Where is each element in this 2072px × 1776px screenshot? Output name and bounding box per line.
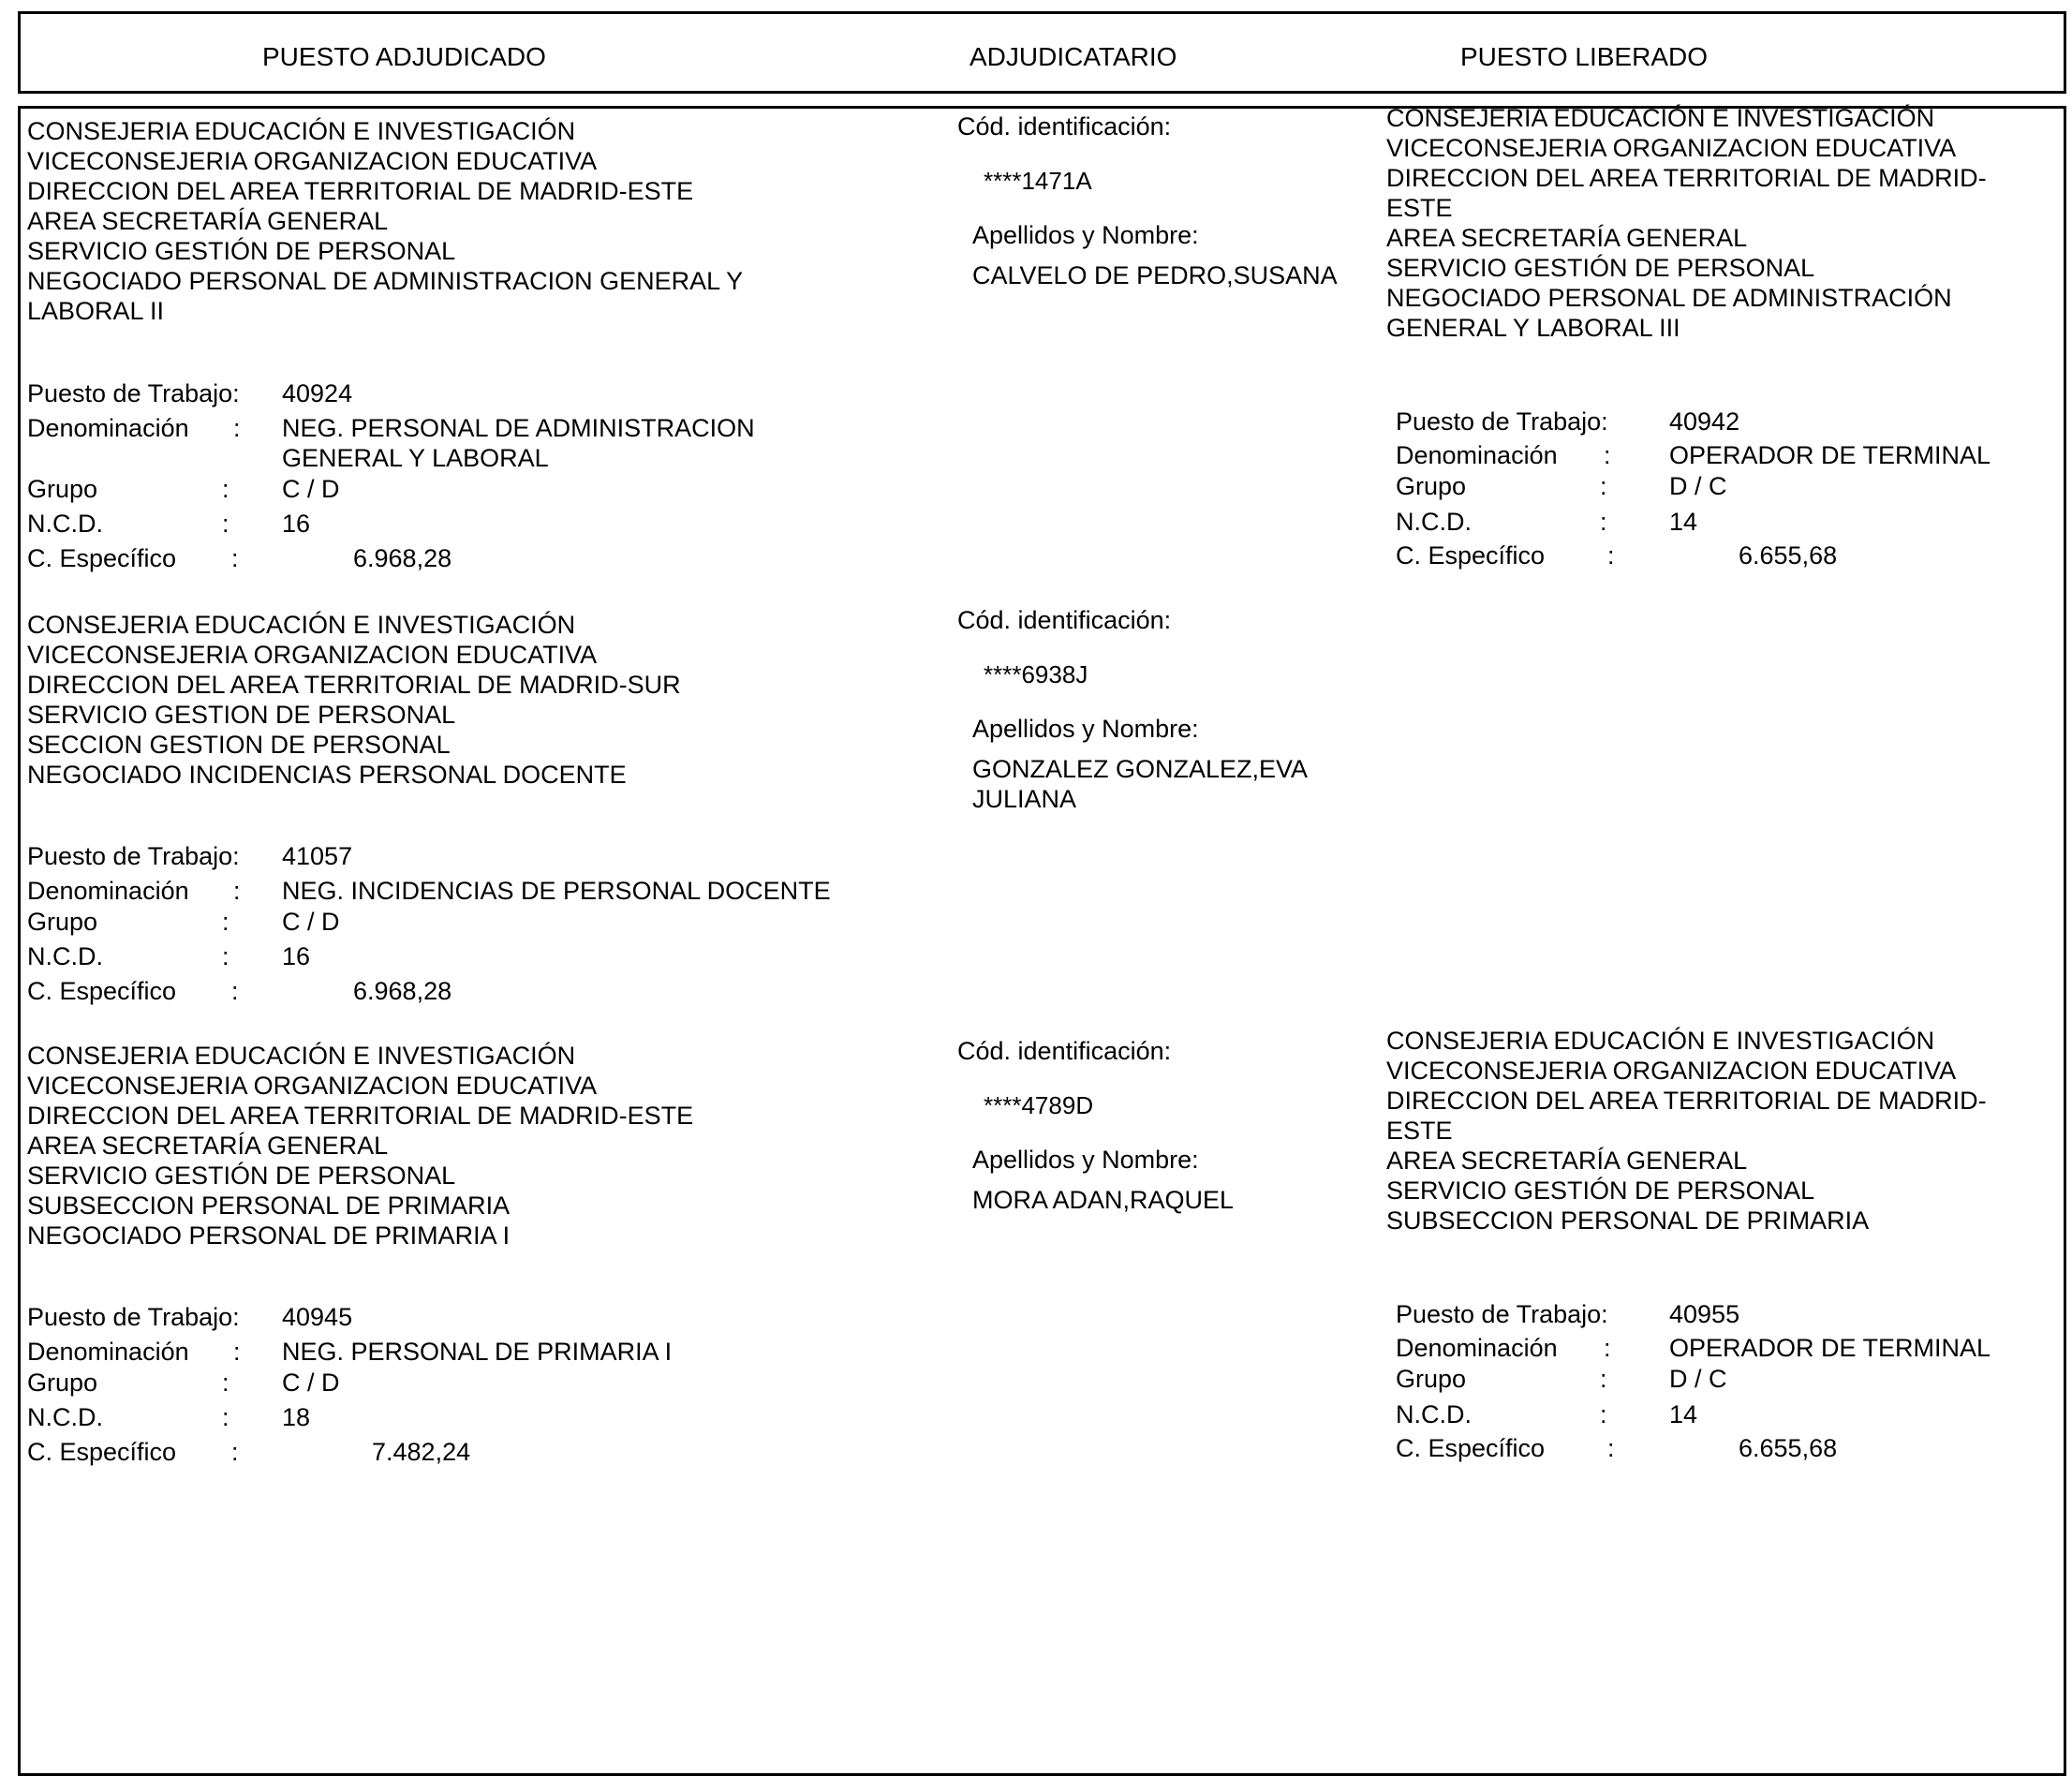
org-line: NEGOCIADO INCIDENCIAS PERSONAL DOCENTE [27, 761, 627, 789]
header-puesto-adjudicado: PUESTO ADJUDICADO [262, 42, 546, 71]
puesto-value: 40942 [1669, 407, 1740, 436]
especifico-label: C. Específico [1396, 541, 1546, 570]
org-line: NEGOCIADO PERSONAL DE ADMINISTRACION GENERAL Y [27, 267, 744, 295]
puesto-value: 41057 [282, 842, 353, 870]
org-line: VICECONSEJERIA ORGANIZACION EDUCATIVA [1386, 134, 1957, 162]
grupo-label: Grupo [27, 908, 98, 936]
org-line: ESTE [1386, 194, 1453, 222]
especifico-label: C. Específico [27, 977, 177, 1005]
ncd-value: 16 [282, 942, 311, 970]
nombre-value: GONZALEZ GONZALEZ,EVA [972, 755, 1309, 783]
org-line: ESTE [1386, 1117, 1453, 1145]
cod-value: ****4789D [984, 1091, 1094, 1119]
org-line: AREA SECRETARÍA GENERAL [1386, 224, 1748, 252]
nombre-value: CALVELO DE PEDRO,SUSANA [972, 261, 1338, 289]
grupo-value: C / D [282, 908, 340, 936]
entry-3-liberado-org [1386, 1026, 1987, 1236]
org-line: DIRECCION DEL AREA TERRITORIAL DE MADRID-SUR [27, 671, 681, 699]
ncd-label: N.C.D. [1396, 508, 1472, 536]
especifico-label: C. Específico [1396, 1434, 1546, 1462]
org-line: SERVICIO GESTIÓN DE PERSONAL [1386, 254, 1815, 282]
grupo-label: Grupo [1396, 472, 1467, 500]
header-adjudicatario: ADJUDICATARIO [969, 42, 1177, 71]
puesto-value: 40924 [282, 379, 353, 407]
especifico-value: 7.482,24 [372, 1438, 471, 1466]
entry-2-adjudicado-org [27, 610, 681, 790]
table-header [18, 11, 2066, 94]
ncd-value: 14 [1669, 1400, 1698, 1428]
especifico-value: 6.655,68 [1739, 1434, 1838, 1462]
org-line: SERVICIO GESTIÓN DE PERSONAL [27, 1162, 456, 1190]
ncd-label: N.C.D. [27, 510, 103, 538]
puesto-label: Puesto de Trabajo: [27, 1303, 240, 1331]
cod-label: Cód. identificación: [957, 1037, 1172, 1065]
denominacion-value: NEG. PERSONAL DE ADMINISTRACION GENERAL Y LABORAL [282, 414, 755, 472]
org-line: CONSEJERIA EDUCACIÓN E INVESTIGACIÓN [27, 1042, 576, 1070]
ncd-label: N.C.D. [27, 942, 103, 970]
denominacion-label: Denominación [27, 414, 189, 442]
denominacion-label: Denominación [1396, 1334, 1558, 1362]
entry-1-adjudicatario [957, 111, 1338, 290]
org-line: VICECONSEJERIA ORGANIZACION EDUCATIVA [1386, 1057, 1957, 1085]
org-line: DIRECCION DEL AREA TERRITORIAL DE MADRID- [1386, 1087, 1987, 1115]
grupo-label: Grupo [1396, 1365, 1467, 1393]
org-line: CONSEJERIA EDUCACIÓN E INVESTIGACIÓN [1386, 1027, 1935, 1055]
org-line: GENERAL Y LABORAL III [1386, 314, 1680, 342]
org-line: VICECONSEJERIA ORGANIZACION EDUCATIVA [27, 641, 598, 669]
denominacion-value: OPERADOR DE TERMINAL [1669, 1334, 1991, 1362]
org-line: DIRECCION DEL AREA TERRITORIAL DE MADRID- [1386, 164, 1987, 192]
grupo-value: C / D [282, 475, 340, 503]
org-line: NEGOCIADO PERSONAL DE ADMINISTRACIÓN [1386, 284, 1952, 312]
entry-3-adjudicado-org [27, 1041, 693, 1251]
org-line: LABORAL II [27, 297, 165, 325]
especifico-value: 6.968,28 [353, 977, 452, 1005]
org-line: DIRECCION DEL AREA TERRITORIAL DE MADRID-ESTE [27, 1102, 694, 1130]
grupo-value: D / C [1669, 1365, 1727, 1393]
ncd-value: 14 [1669, 508, 1698, 536]
denominacion-label: Denominación [27, 1338, 189, 1366]
org-line: SERVICIO GESTION DE PERSONAL [27, 701, 456, 729]
puesto-value: 40955 [1669, 1300, 1740, 1328]
entry-2-adjudicatario [957, 605, 1308, 814]
entry-1-liberado-org [1386, 103, 1987, 343]
cod-label: Cód. identificación: [957, 112, 1172, 141]
especifico-value: 6.968,28 [353, 544, 452, 572]
puesto-value: 40945 [282, 1303, 353, 1331]
org-line: CONSEJERIA EDUCACIÓN E INVESTIGACIÓN [1386, 104, 1935, 132]
denominacion-value: OPERADOR DE TERMINAL [1669, 441, 1991, 469]
grupo-label: Grupo [27, 1369, 98, 1397]
org-line: SUBSECCION PERSONAL DE PRIMARIA [1386, 1206, 1870, 1235]
org-line: SERVICIO GESTIÓN DE PERSONAL [27, 237, 456, 265]
org-line: CONSEJERIA EDUCACIÓN E INVESTIGACIÓN [27, 611, 576, 639]
especifico-label: C. Específico [27, 544, 177, 572]
nombre-label: Apellidos y Nombre: [972, 715, 1199, 743]
ncd-label: N.C.D. [27, 1403, 103, 1431]
org-line: SECCION GESTION DE PERSONAL [27, 731, 451, 759]
cod-label: Cód. identificación: [957, 606, 1172, 634]
puesto-label: Puesto de Trabajo: [1396, 1300, 1608, 1328]
org-line: AREA SECRETARÍA GENERAL [27, 207, 389, 235]
org-line: SUBSECCION PERSONAL DE PRIMARIA [27, 1191, 511, 1220]
org-line: SERVICIO GESTIÓN DE PERSONAL [1386, 1177, 1815, 1205]
ncd-label: N.C.D. [1396, 1400, 1472, 1428]
ncd-value: 18 [282, 1403, 311, 1431]
org-line: AREA SECRETARÍA GENERAL [1386, 1147, 1748, 1175]
puesto-label: Puesto de Trabajo: [1396, 407, 1608, 436]
nombre-value: MORA ADAN,RAQUEL [972, 1186, 1235, 1214]
denominacion-label: Denominación [1396, 441, 1558, 469]
cod-value: ****6938J [984, 660, 1088, 688]
org-line: AREA SECRETARÍA GENERAL [27, 1132, 389, 1160]
nombre-label: Apellidos y Nombre: [972, 221, 1199, 249]
org-line: DIRECCION DEL AREA TERRITORIAL DE MADRID-ESTE [27, 177, 694, 205]
especifico-label: C. Específico [27, 1438, 177, 1466]
org-line: VICECONSEJERIA ORGANIZACION EDUCATIVA [27, 1072, 598, 1100]
denominacion-value: NEG. INCIDENCIAS DE PERSONAL DOCENTE [282, 877, 831, 905]
puesto-label: Puesto de Trabajo: [27, 379, 240, 407]
nombre-value: JULIANA [972, 785, 1077, 813]
grupo-label: Grupo [27, 475, 98, 503]
table-body [18, 106, 2066, 1776]
org-line: NEGOCIADO PERSONAL DE PRIMARIA I [27, 1221, 511, 1250]
denominacion-label: Denominación [27, 877, 189, 905]
entry-3-adjudicatario [957, 1036, 1234, 1215]
entry-1-adjudicado-org [27, 116, 743, 326]
header-puesto-liberado: PUESTO LIBERADO [1460, 42, 1709, 71]
grupo-value: C / D [282, 1369, 340, 1397]
nombre-label: Apellidos y Nombre: [972, 1146, 1199, 1174]
ncd-value: 16 [282, 510, 311, 538]
org-line: CONSEJERIA EDUCACIÓN E INVESTIGACIÓN [27, 117, 576, 145]
especifico-value: 6.655,68 [1739, 541, 1838, 570]
grupo-value: D / C [1669, 472, 1727, 500]
puesto-label: Puesto de Trabajo: [27, 842, 240, 870]
cod-value: ****1471A [984, 167, 1092, 195]
denominacion-value: NEG. PERSONAL DE PRIMARIA I [282, 1338, 673, 1366]
org-line: VICECONSEJERIA ORGANIZACION EDUCATIVA [27, 147, 598, 175]
